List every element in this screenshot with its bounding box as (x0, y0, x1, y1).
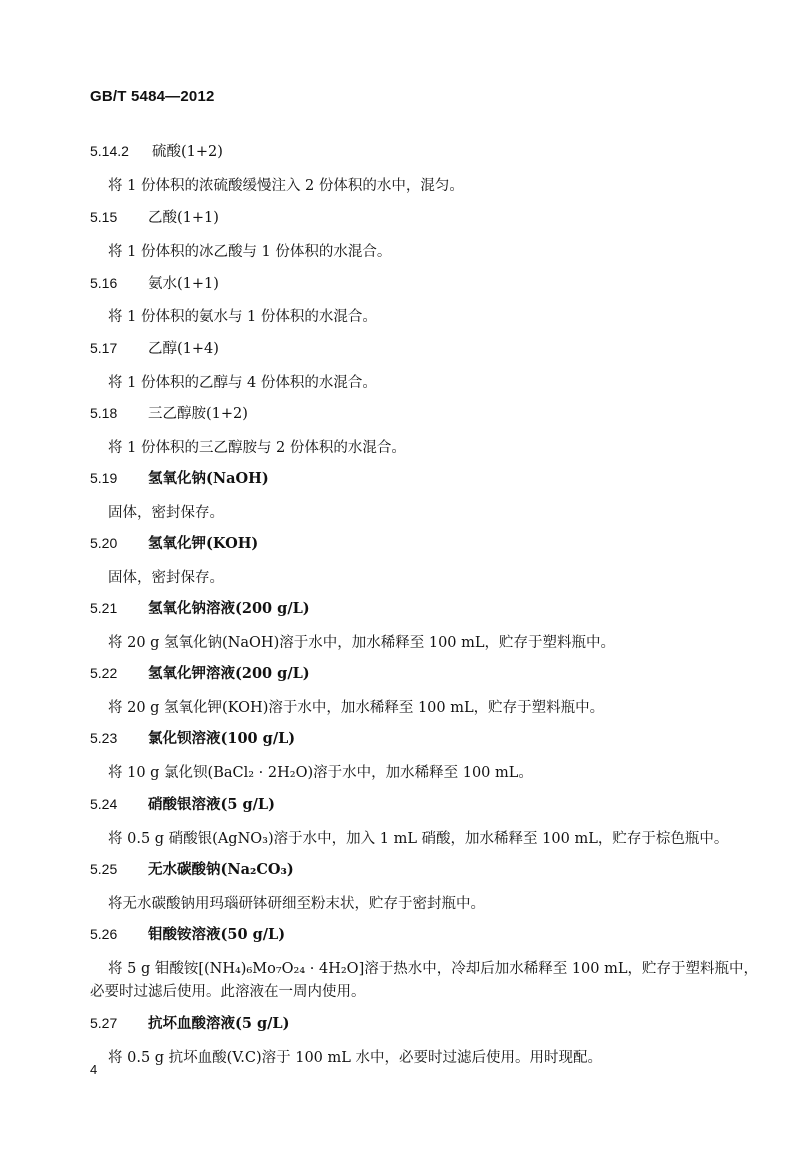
section-number: 5.27 (90, 1015, 118, 1031)
section-number: 5.16 (90, 275, 118, 291)
section-text: 将 0.5 g 抗坏血酸(V.C)溶于 100 mL 水中，必要时过滤后使用。用时现配。 (108, 1050, 603, 1066)
section-number: 5.26 (90, 926, 118, 942)
section-title: 三乙醇胺(1+2) (148, 406, 248, 422)
section-number: 5.22 (90, 665, 118, 681)
section-title: 乙醇(1+4) (148, 341, 219, 357)
standard-code-header: GB/T 5484—2012 (90, 88, 215, 105)
section-title: 氢氧化钠溶液(200 g/L) (148, 600, 310, 617)
section-text: 固体，密封保存。 (108, 570, 224, 586)
section-title: 硫酸(1+2) (152, 144, 223, 160)
section-text: 将 1 份体积的乙醇与 4 份体积的水混合。 (108, 375, 377, 391)
section-text: 将 5 g 钼酸铵[(NH₄)₆Mo₇O₂₄ · 4H₂O]溶于热水中，冷却后加水稀释至 100 mL，贮存于塑料瓶中， (108, 961, 758, 977)
section-number: 5.24 (90, 796, 118, 812)
section-text: 固体，密封保存。 (108, 505, 224, 521)
section-heading (90, 467, 269, 488)
section-text: 将无水碳酸钠用玛瑙研钵研细至粉末状，贮存于密封瓶中。 (108, 896, 485, 912)
section-text: 将 0.5 g 硝酸银(AgNO₃)溶于水中，加入 1 mL 硝酸，加水稀释至 100 mL，贮存于棕色瓶中。 (108, 831, 729, 847)
section-heading (90, 140, 223, 161)
section-text: 将 1 份体积的冰乙酸与 1 份体积的水混合。 (108, 244, 392, 260)
section-heading (90, 337, 219, 358)
section-heading (90, 1012, 290, 1033)
section-number: 5.25 (90, 861, 118, 877)
section-title: 钼酸铵溶液(50 g/L) (148, 926, 286, 943)
section-heading (90, 858, 294, 879)
section-heading (90, 793, 275, 814)
section-title: 氢氧化钠(NaOH) (148, 470, 269, 487)
page-number: 4 (90, 1062, 98, 1077)
section-number: 5.18 (90, 405, 118, 421)
section-number: 5.23 (90, 730, 118, 746)
section-text: 将 1 份体积的浓硫酸缓慢注入 2 份体积的水中，混匀。 (108, 178, 464, 194)
section-heading (90, 532, 258, 553)
section-text: 将 20 g 氢氧化钠(NaOH)溶于水中，加水稀释至 100 mL，贮存于塑料瓶中。 (108, 635, 616, 651)
section-title: 氢氧化钾(KOH) (148, 535, 259, 552)
section-text-continuation: 必要时过滤后使用。此溶液在一周内使用。 (90, 984, 366, 1000)
section-title: 氯化钡溶液(100 g/L) (148, 730, 296, 747)
section-title: 硝酸银溶液(5 g/L) (148, 796, 275, 813)
section-heading (90, 206, 219, 227)
section-title: 乙酸(1+1) (148, 210, 219, 226)
section-heading (90, 272, 219, 293)
section-heading (90, 727, 295, 748)
section-heading (90, 597, 310, 618)
section-title: 氨水(1+1) (148, 276, 219, 292)
section-number: 5.21 (90, 600, 118, 616)
section-title: 氢氧化钾溶液(200 g/L) (148, 665, 310, 682)
section-number: 5.14.2 (90, 143, 129, 159)
section-title: 抗坏血酸溶液(5 g/L) (148, 1015, 290, 1032)
section-text: 将 10 g 氯化钡(BaCl₂ · 2H₂O)溶于水中，加水稀释至 100 mL。 (108, 765, 533, 781)
section-number: 5.17 (90, 340, 118, 356)
section-text: 将 1 份体积的三乙醇胺与 2 份体积的水混合。 (108, 440, 406, 456)
section-heading (90, 402, 248, 423)
section-number: 5.20 (90, 535, 118, 551)
section-heading (90, 662, 310, 683)
section-text: 将 20 g 氢氧化钾(KOH)溶于水中，加水稀释至 100 mL，贮存于塑料瓶中。 (108, 700, 605, 716)
section-title: 无水碳酸钠(Na₂CO₃) (148, 861, 294, 878)
section-text: 将 1 份体积的氨水与 1 份体积的水混合。 (108, 309, 377, 325)
section-heading (90, 923, 285, 944)
section-number: 5.15 (90, 209, 118, 225)
section-number: 5.19 (90, 470, 118, 486)
